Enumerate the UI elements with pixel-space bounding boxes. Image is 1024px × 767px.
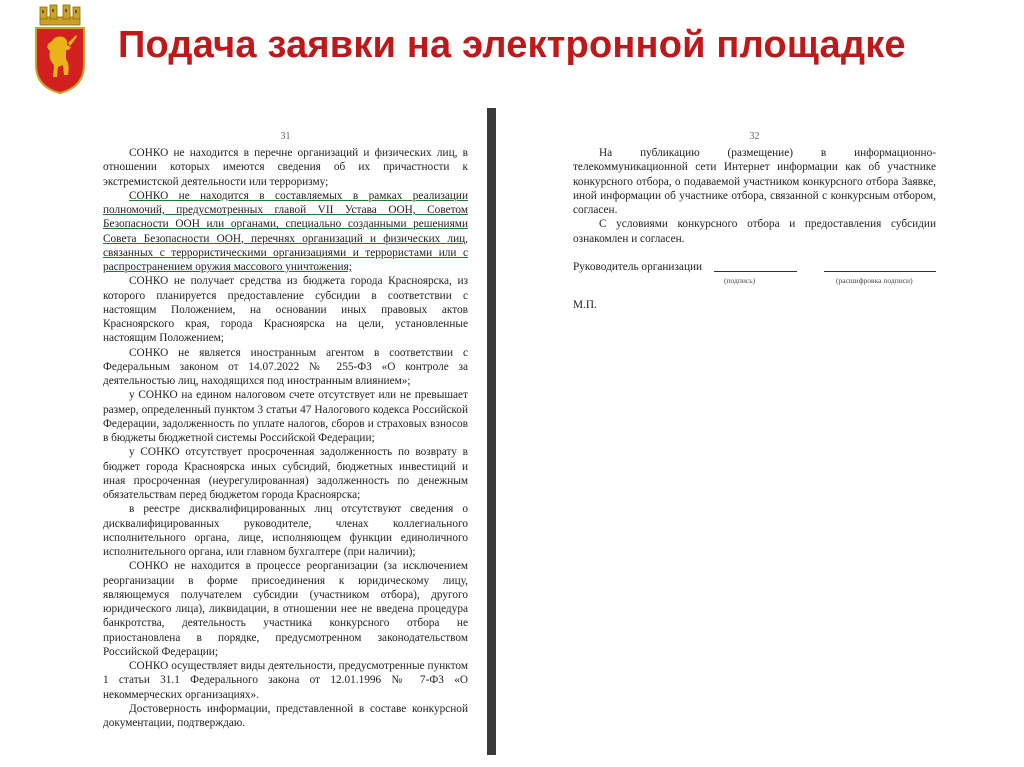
signature-block (573, 260, 936, 294)
document-paragraph: СОНКО не находится в процессе реорганизации (за исключением реорганизации в форме присоединения к юридическому лицу, являющемуся получателем субсидии (участником отбора), другого юридического лица), ликвидации, в отношении нее не введена процедура банкротства, деятельность участника конкурсного отбора не приостановлена в порядке, предусмотренном законодательством Российской Федерации; (103, 560, 468, 658)
signature-line (714, 271, 797, 272)
page-divider (487, 108, 496, 755)
document-page-right (573, 130, 936, 312)
stamp-label: М.П. (573, 298, 597, 311)
slide-title: Подача заявки на электронной площадке (118, 24, 906, 66)
coat-of-arms-emblem (30, 3, 90, 95)
decoding-caption: (расшифровка подписи) (836, 275, 913, 285)
document-paragraph: в реестре дисквалифицированных лиц отсутствуют сведения о дисквалифицированных руководителе, членах коллегиального исполнительного органа, лице, исполняющем функции единоличного исполнительного органа, или главном бухгалтере (при наличии); (103, 503, 468, 558)
document-paragraph: СОНКО не является иностранным агентом в соответствии с Федеральным законом от 14.07.2022 № 255-ФЗ «О контроле за деятельностью лиц, находящихся под иностранным влиянием»; (103, 346, 468, 387)
page-number: 32 (749, 131, 760, 142)
document-paragraph: у СОНКО отсутствует просроченная задолженность по возврату в бюджет города Красноярска иных субсидий, бюджетных инвестиций и иная просроченная (неурегулированная) задолженность по денежным обязательствам перед бюджетом города Красноярска; (103, 446, 468, 501)
page-number: 31 (280, 131, 291, 142)
document-paragraph: СОНКО не получает средства из бюджета города Красноярска, из которого планируется предоставление субсидии в соответствии с настоящим Положением, на основании иных правовых актов Красноярского края, города Красноярска на цели, установленные настоящим Положением; (103, 275, 468, 345)
document-paragraph: Достоверность информации, представленной в составе конкурсной документации, подтверждаю. (103, 702, 468, 729)
signature-label: Руководитель организации (573, 260, 703, 273)
document-page-left (103, 130, 468, 730)
decoding-line (824, 271, 936, 272)
document-paragraph: СОНКО не находится в перечне организаций и физических лиц, в отношении которых имеются сведения об их причастности к экстремистской деятельности или терроризму; (103, 147, 468, 188)
document-paragraph: С условиями конкурсного отбора и предоставления субсидии ознакомлен и согласен. (573, 218, 936, 245)
document-paragraph: СОНКО не находится в составляемых в рамках реализации полномочий, предусмотренных главой VII Устава ООН, Советом Безопасности ООН или органами, специально созданными решениями Совета Безопасности ООН, перечнях организаций и физических лиц, связанных с террористическими организациями и террористами или с распространением оружия массового уничтожения; (103, 189, 468, 273)
document-paragraph: СОНКО осуществляет виды деятельности, предусмотренные пунктом 1 статьи 31.1 Федерального закона от 12.01.1996 № 7-ФЗ «О некоммерческих организациях». (103, 660, 468, 701)
document-paragraph: у СОНКО на едином налоговом счете отсутствует или не превышает размер, определенный пунктом 3 статьи 47 Налогового кодекса Российской Федерации, задолженность по уплате налогов, сборов и страховых взносов в бюджеты бюджетной системы Российской Федерации; (103, 389, 468, 444)
document-paragraph: На публикацию (размещение) в информационно-телекоммуникационной сети Интернет информации как об участнике конкурсного отбора, о подаваемой участником конкурсного отбора Заявке, иной информации об участнике отбора, связанной с конкурсным отбором, согласен. (573, 147, 936, 216)
signature-caption: (подпись) (724, 275, 756, 285)
